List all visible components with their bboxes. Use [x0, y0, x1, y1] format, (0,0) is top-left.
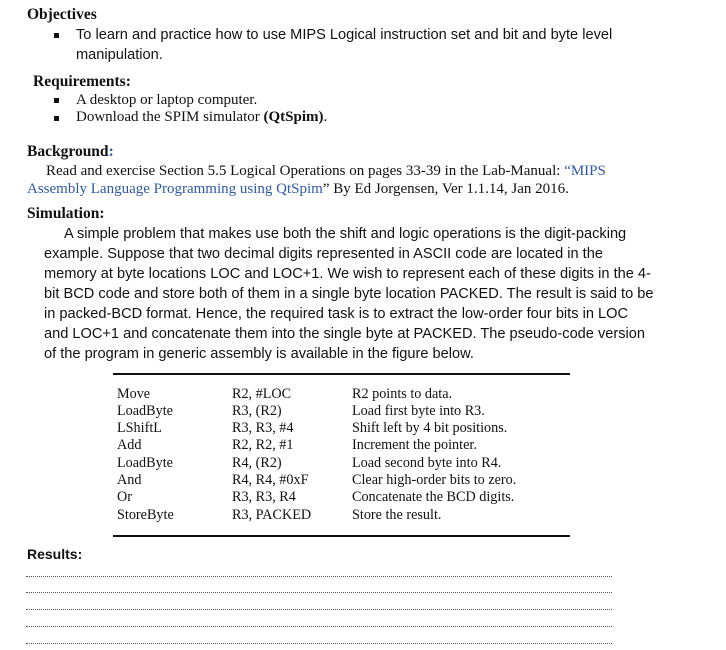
- code-op: LoadByte: [117, 403, 173, 419]
- requirement-text: Download the SPIM simulator: [76, 109, 264, 125]
- code-comment: R2 points to data.: [352, 386, 453, 402]
- code-args: R4, R4, #0xF: [232, 472, 309, 488]
- code-comment: Load second byte into R4.: [352, 455, 502, 471]
- results-heading: Results:: [27, 546, 83, 562]
- code-comment: Shift left by 4 bit positions.: [352, 420, 508, 436]
- code-args: R3, (R2): [232, 403, 282, 419]
- code-op: StoreByte: [117, 507, 174, 523]
- simulation-heading: Simulation:: [27, 205, 105, 222]
- code-args: R3, PACKED: [232, 507, 312, 523]
- code-args: R2, R2, #1: [232, 437, 294, 453]
- figure-top-rule: [113, 373, 570, 375]
- code-comment: Concatenate the BCD digits.: [352, 489, 515, 505]
- code-args: R3, R3, #4: [232, 420, 294, 436]
- bullet-icon: [54, 116, 59, 121]
- objectives-item-line1: To learn and practice how to use MIPS Logical instruction set and bit and byte level: [76, 27, 613, 43]
- answer-line: [26, 609, 612, 610]
- qtspim-emphasis: (QtSpim): [263, 109, 324, 125]
- answer-line: [26, 626, 612, 627]
- simulation-line: in packed-BCD format. Hence, the required task is to extract the low-order four bits in LOC: [44, 306, 628, 322]
- book-title-rest: Assembly Language Programming using QtSpim: [27, 181, 323, 197]
- code-args: R2, #LOC: [232, 386, 292, 402]
- background-line2: [27, 180, 569, 198]
- code-args: R4, (R2): [232, 455, 282, 471]
- book-title-start: “MIPS: [564, 163, 606, 179]
- code-comment: Load first byte into R3.: [352, 403, 485, 419]
- answer-line: [26, 576, 612, 577]
- bullet-icon: [54, 33, 59, 38]
- background-text: Read and exercise Section 5.5 Logical Operations on pages 33-39 in the Lab-Manual:: [46, 163, 561, 179]
- code-args: R3, R3, R4: [232, 489, 296, 505]
- book-citation: ” By Ed Jorgensen, Ver 1.1.14, Jan 2016.: [322, 181, 569, 197]
- background-heading: [27, 143, 114, 161]
- simulation-line: and LOC+1 and concatenate them into the single byte at PACKED. The pseudo-code version: [44, 326, 646, 342]
- code-op: LoadByte: [117, 455, 173, 471]
- objectives-item-line2: manipulation.: [76, 47, 163, 63]
- simulation-line: A simple problem that makes use both the shift and logic operations is the digit-packing: [64, 226, 627, 242]
- code-comment: Store the result.: [352, 507, 442, 523]
- code-op: Or: [117, 489, 132, 505]
- answer-line: [26, 643, 612, 644]
- requirement-period: .: [323, 109, 328, 125]
- objectives-heading: Objectives: [27, 6, 97, 23]
- simulation-line: memory at byte locations LOC and LOC+1. We wish to represent each of these digits in the 4-: [44, 266, 651, 282]
- requirement-item: [76, 108, 327, 126]
- code-op: Move: [117, 386, 151, 402]
- simulation-line: example. Suppose that two decimal digits represented in ASCII code are located in the: [44, 246, 603, 262]
- requirement-item: A desktop or laptop computer.: [76, 92, 258, 108]
- figure-bottom-rule: [113, 535, 570, 537]
- background-heading-colon: :: [108, 143, 114, 160]
- requirements-heading: Requirements:: [33, 73, 131, 90]
- simulation-line: of the program in generic assembly is available in the figure below.: [44, 346, 474, 362]
- code-comment: Increment the pointer.: [352, 437, 477, 453]
- bullet-icon: [54, 98, 59, 103]
- background-heading-text: Background: [27, 143, 109, 160]
- code-op: LShiftL: [117, 420, 162, 436]
- answer-line: [26, 592, 612, 593]
- code-op: Add: [117, 437, 142, 453]
- code-op: And: [117, 472, 142, 488]
- code-comment: Clear high-order bits to zero.: [352, 472, 517, 488]
- simulation-line: bit BCD code and store both of them in a single byte location PACKED. The result is said to be: [44, 286, 654, 302]
- background-line1: [46, 162, 606, 180]
